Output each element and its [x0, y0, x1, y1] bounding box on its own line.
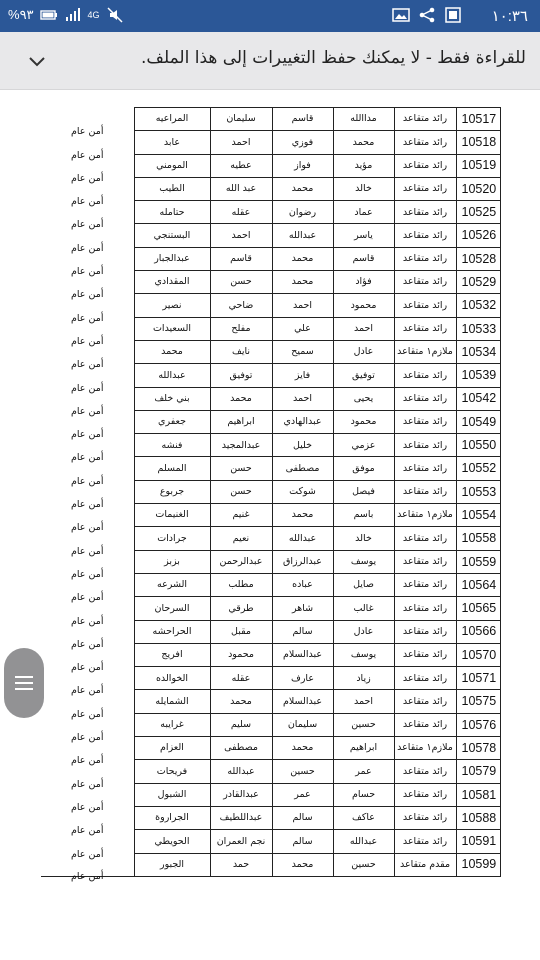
cell-dept: أمن عام	[41, 806, 134, 829]
cell-n2: عبدالرزاق	[272, 550, 333, 573]
image-icon	[392, 7, 410, 23]
cell-rank: رائد متقاعد	[394, 224, 456, 247]
cell-n1: مداالله	[333, 108, 394, 131]
cell-n3: حسن	[210, 457, 272, 480]
cell-id: 10529	[456, 271, 500, 294]
cell-dept: أمن عام	[41, 131, 134, 154]
table-row	[41, 387, 500, 410]
cell-rank: ملازم١ متقاعد	[394, 504, 456, 527]
cell-n1: موفق	[333, 457, 394, 480]
cell-id: 10549	[456, 410, 500, 433]
cell-dept: أمن عام	[41, 410, 134, 433]
cell-rank: رائد متقاعد	[394, 457, 456, 480]
cell-rank: رائد متقاعد	[394, 690, 456, 713]
cell-n4: البستنجي	[134, 224, 210, 247]
cell-id: 10539	[456, 364, 500, 387]
cell-n4: نصير	[134, 294, 210, 317]
cell-dept: أمن عام	[41, 271, 134, 294]
cell-n4: الشبول	[134, 783, 210, 806]
cell-n2: فايز	[272, 364, 333, 387]
cell-dept: أمن عام	[41, 154, 134, 177]
cell-n2: عبدالهادي	[272, 410, 333, 433]
status-right-icons	[392, 7, 462, 23]
cell-n3: مفلح	[210, 317, 272, 340]
cell-n2: شاهر	[272, 597, 333, 620]
cell-n1: عمر	[333, 760, 394, 783]
cell-dept: أمن عام	[41, 457, 134, 480]
cell-n4: جربوع	[134, 480, 210, 503]
cell-dept: أمن عام	[41, 224, 134, 247]
cell-n3: محمد	[210, 690, 272, 713]
cell-n1: يحيى	[333, 387, 394, 410]
cell-rank: رائد متقاعد	[394, 550, 456, 573]
table-row	[41, 643, 500, 666]
cell-dept: أمن عام	[41, 783, 134, 806]
cell-n4: الشرعه	[134, 573, 210, 596]
cell-n3: حسن	[210, 271, 272, 294]
cell-n2: عبدالله	[272, 224, 333, 247]
cell-rank: رائد متقاعد	[394, 294, 456, 317]
cell-id: 10552	[456, 457, 500, 480]
cell-n1: عادل	[333, 620, 394, 643]
cell-rank: رائد متقاعد	[394, 177, 456, 200]
cell-rank: ملازم١ متقاعد	[394, 737, 456, 760]
cell-n3: محمد	[210, 387, 272, 410]
cell-n4: فريحات	[134, 760, 210, 783]
cell-id: 10517	[456, 108, 500, 131]
cell-n1: عاكف	[333, 806, 394, 829]
cell-n3: مطلب	[210, 573, 272, 596]
cell-n2: سالم	[272, 806, 333, 829]
cell-n4: الحويطي	[134, 830, 210, 853]
cell-n1: محمود	[333, 410, 394, 433]
table-row	[41, 317, 500, 340]
cell-n4: المومني	[134, 154, 210, 177]
cell-n4: الشمايله	[134, 690, 210, 713]
cell-rank: رائد متقاعد	[394, 760, 456, 783]
cell-dept: أمن عام	[41, 480, 134, 503]
cell-rank: رائد متقاعد	[394, 527, 456, 550]
cell-rank: رائد متقاعد	[394, 434, 456, 457]
cell-n2: عمر	[272, 783, 333, 806]
cell-n1: ياسر	[333, 224, 394, 247]
cell-rank: رائد متقاعد	[394, 480, 456, 503]
cell-id: 10576	[456, 713, 500, 736]
cell-n3: عبدالمجيد	[210, 434, 272, 457]
cell-n2: شوكت	[272, 480, 333, 503]
cell-n3: سليم	[210, 713, 272, 736]
table-row	[41, 527, 500, 550]
table-row	[41, 783, 500, 806]
cell-n1: عزمي	[333, 434, 394, 457]
cell-n2: فواز	[272, 154, 333, 177]
cell-n4: السرحان	[134, 597, 210, 620]
cell-dept: أمن عام	[41, 247, 134, 270]
table-row	[41, 131, 500, 154]
cell-dept: أمن عام	[41, 317, 134, 340]
table-row	[41, 340, 500, 363]
cell-n4: جعفري	[134, 410, 210, 433]
table-row	[41, 737, 500, 760]
cell-dept: أمن عام	[41, 690, 134, 713]
cell-n4: الحراحشه	[134, 620, 210, 643]
cell-id: 10533	[456, 317, 500, 340]
table-row	[41, 434, 500, 457]
cell-n3: عقله	[210, 201, 272, 224]
cell-n2: عباده	[272, 573, 333, 596]
cell-rank: رائد متقاعد	[394, 643, 456, 666]
table-row	[41, 201, 500, 224]
cell-dept: أمن عام	[41, 527, 134, 550]
cell-id: 10526	[456, 224, 500, 247]
cell-n2: علي	[272, 317, 333, 340]
table-row	[41, 713, 500, 736]
cell-n3: محمود	[210, 643, 272, 666]
drag-handle-icon[interactable]	[4, 648, 44, 718]
cell-n4: الغنيمات	[134, 504, 210, 527]
cell-n1: حسين	[333, 713, 394, 736]
cell-rank: رائد متقاعد	[394, 317, 456, 340]
cell-n3: نايف	[210, 340, 272, 363]
table-row	[41, 830, 500, 853]
table-row	[41, 457, 500, 480]
cell-n2: رضوان	[272, 201, 333, 224]
cell-id: 10553	[456, 480, 500, 503]
cell-n1: احمد	[333, 690, 394, 713]
cell-n3: نجم العمران	[210, 830, 272, 853]
status-time: ١٠:٣٦	[491, 8, 528, 25]
cell-dept: أمن عام	[41, 573, 134, 596]
cell-dept: أمن عام	[41, 108, 134, 131]
cell-n1: يوسف	[333, 643, 394, 666]
personnel-table	[41, 107, 501, 883]
cell-n3: مصطفى	[210, 737, 272, 760]
cell-id: 10588	[456, 806, 500, 829]
cell-rank: رائد متقاعد	[394, 364, 456, 387]
cell-n4: المقدادي	[134, 271, 210, 294]
cell-dept: أمن عام	[41, 643, 134, 666]
cell-n3: مقبل	[210, 620, 272, 643]
cell-n1: عماد	[333, 201, 394, 224]
cell-dept: أمن عام	[41, 597, 134, 620]
table-row	[41, 806, 500, 829]
cell-dept: أمن عام	[41, 201, 134, 224]
cell-n4: المراعيه	[134, 108, 210, 131]
cell-n1: قاسم	[333, 247, 394, 270]
cell-n2: عبدالسلام	[272, 690, 333, 713]
cell-n2: سالم	[272, 620, 333, 643]
cell-id: 10520	[456, 177, 500, 200]
cell-id: 10525	[456, 201, 500, 224]
table-row	[41, 247, 500, 270]
status-left	[8, 7, 124, 23]
cell-n2: احمد	[272, 294, 333, 317]
cell-n3: عبداللطيف	[210, 806, 272, 829]
cell-n2: عبدالله	[272, 527, 333, 550]
cell-dept: أمن عام	[41, 177, 134, 200]
table-row	[41, 294, 500, 317]
cell-dept: أمن عام	[41, 434, 134, 457]
cell-n2: فوزي	[272, 131, 333, 154]
table-body	[41, 108, 500, 883]
cell-n4: الخوالده	[134, 667, 210, 690]
cell-rank: رائد متقاعد	[394, 201, 456, 224]
cell-n4: السعيدات	[134, 317, 210, 340]
cell-n1: يوسف	[333, 550, 394, 573]
cell-rank: رائد متقاعد	[394, 806, 456, 829]
cell-n3: عبدالرحمن	[210, 550, 272, 573]
cell-id: 10558	[456, 527, 500, 550]
cell-n3: عطيه	[210, 154, 272, 177]
cell-n4: فنشه	[134, 434, 210, 457]
cell-n1: فيصل	[333, 480, 394, 503]
cell-n1: غالب	[333, 597, 394, 620]
cell-id: 10575	[456, 690, 500, 713]
cell-n4: حتامله	[134, 201, 210, 224]
cell-id: 10571	[456, 667, 500, 690]
cell-n4: عبدالله	[134, 364, 210, 387]
table-row	[41, 504, 500, 527]
cell-n2: سالم	[272, 830, 333, 853]
cell-rank: رائد متقاعد	[394, 573, 456, 596]
cell-dept: أمن عام	[41, 550, 134, 573]
cell-id: 10591	[456, 830, 500, 853]
table-row	[41, 597, 500, 620]
cell-id: 10559	[456, 550, 500, 573]
cell-n2: محمد	[272, 853, 333, 876]
cell-n4: عبدالجبار	[134, 247, 210, 270]
cell-rank: رائد متقاعد	[394, 713, 456, 736]
cell-n3: توفيق	[210, 364, 272, 387]
cell-rank: رائد متقاعد	[394, 830, 456, 853]
table-row	[41, 108, 500, 131]
cell-n3: عبدالله	[210, 760, 272, 783]
cell-dept: أمن عام	[41, 760, 134, 783]
table-row	[41, 853, 500, 876]
table-row	[41, 550, 500, 573]
cell-dept: أمن عام	[41, 667, 134, 690]
cell-rank: رائد متقاعد	[394, 783, 456, 806]
table-row	[41, 177, 500, 200]
table-row	[41, 667, 500, 690]
cell-rank: رائد متقاعد	[394, 247, 456, 270]
cell-dept: أمن عام	[41, 294, 134, 317]
signal-icon	[64, 7, 82, 23]
cell-n1: محمود	[333, 294, 394, 317]
cell-n1: باسم	[333, 504, 394, 527]
cell-n3: عبد الله	[210, 177, 272, 200]
cell-rank: رائد متقاعد	[394, 271, 456, 294]
cell-n1: فؤاد	[333, 271, 394, 294]
cell-n3: عقله	[210, 667, 272, 690]
cell-n1: عادل	[333, 340, 394, 363]
cell-id: 10581	[456, 783, 500, 806]
status-bar	[0, 0, 540, 32]
cell-n2: محمد	[272, 271, 333, 294]
cell-dept: أمن عام	[41, 853, 134, 876]
chevron-down-icon[interactable]	[26, 50, 48, 72]
cell-rank: رائد متقاعد	[394, 387, 456, 410]
cell-n1: ابراهيم	[333, 737, 394, 760]
cell-n4: افريج	[134, 643, 210, 666]
cell-n1: توفيق	[333, 364, 394, 387]
cell-n3: ابراهيم	[210, 410, 272, 433]
cell-id: 10550	[456, 434, 500, 457]
cell-id: 10565	[456, 597, 500, 620]
cell-id: 10519	[456, 154, 500, 177]
cell-id: 10579	[456, 760, 500, 783]
cell-dept: أمن عام	[41, 713, 134, 736]
cell-n1: خالد	[333, 177, 394, 200]
cell-dept: أمن عام	[41, 504, 134, 527]
cell-id: 10554	[456, 504, 500, 527]
battery-percent: %٩٣	[8, 7, 34, 22]
cell-id: 10528	[456, 247, 500, 270]
cell-n4: بزبز	[134, 550, 210, 573]
cell-n2: محمد	[272, 737, 333, 760]
table-row	[41, 410, 500, 433]
cell-n2: قاسم	[272, 108, 333, 131]
cell-n3: احمد	[210, 224, 272, 247]
cell-n2: سليمان	[272, 713, 333, 736]
cell-n3: طرقي	[210, 597, 272, 620]
screenshot-icon	[444, 7, 462, 23]
table-row	[41, 480, 500, 503]
cell-n2: عارف	[272, 667, 333, 690]
battery-icon	[40, 7, 58, 23]
table-row	[41, 224, 500, 247]
cell-n2: حسين	[272, 760, 333, 783]
cell-rank: رائد متقاعد	[394, 667, 456, 690]
table-row	[41, 620, 500, 643]
cell-n4: غرايبه	[134, 713, 210, 736]
cell-dept: أمن عام	[41, 340, 134, 363]
cell-n4: المسلم	[134, 457, 210, 480]
cell-rank: رائد متقاعد	[394, 410, 456, 433]
cell-dept: أمن عام	[41, 364, 134, 387]
cell-id: 10566	[456, 620, 500, 643]
cell-n1: حسام	[333, 783, 394, 806]
cell-n3: عبدالقادر	[210, 783, 272, 806]
table-row	[41, 760, 500, 783]
cell-n3: احمد	[210, 131, 272, 154]
cell-n3: سليمان	[210, 108, 272, 131]
cell-n2: خليل	[272, 434, 333, 457]
read-only-banner	[0, 32, 540, 90]
document-view[interactable]	[0, 90, 540, 960]
mute-icon	[106, 7, 124, 23]
cell-n1: عبدالله	[333, 830, 394, 853]
cell-n3: قاسم	[210, 247, 272, 270]
cell-n2: سميح	[272, 340, 333, 363]
cell-id: 10542	[456, 387, 500, 410]
cell-n1: خالد	[333, 527, 394, 550]
cell-n4: جرادات	[134, 527, 210, 550]
read-only-message: للقراءة فقط - لا يمكنك حفظ التغييرات إلى هذا الملف.	[140, 48, 526, 68]
cell-n4: الجبور	[134, 853, 210, 876]
cell-id: 10599	[456, 853, 500, 876]
cell-n4: عابد	[134, 131, 210, 154]
cell-rank: رائد متقاعد	[394, 131, 456, 154]
cell-n2: احمد	[272, 387, 333, 410]
cell-n1: احمد	[333, 317, 394, 340]
cell-rank: رائد متقاعد	[394, 597, 456, 620]
cell-id: 10570	[456, 643, 500, 666]
cell-rank: رائد متقاعد	[394, 620, 456, 643]
cell-n1: محمد	[333, 131, 394, 154]
cell-dept: أمن عام	[41, 737, 134, 760]
cell-n3: حسن	[210, 480, 272, 503]
cell-rank: مقدم متقاعد	[394, 853, 456, 876]
cell-n4: العزام	[134, 737, 210, 760]
cell-n3: غنيم	[210, 504, 272, 527]
cell-n4: بني خلف	[134, 387, 210, 410]
cell-n1: زياد	[333, 667, 394, 690]
cell-n4: الطيب	[134, 177, 210, 200]
table-row	[41, 573, 500, 596]
cell-n3: ضاحي	[210, 294, 272, 317]
cell-rank: رائد متقاعد	[394, 108, 456, 131]
cell-n3: حمد	[210, 853, 272, 876]
cell-n2: عبدالسلام	[272, 643, 333, 666]
cell-n2: مصطفى	[272, 457, 333, 480]
share-icon	[418, 7, 436, 23]
cell-n2: محمد	[272, 247, 333, 270]
cell-id: 10532	[456, 294, 500, 317]
cell-id: 10578	[456, 737, 500, 760]
cell-id: 10534	[456, 340, 500, 363]
cell-n1: مؤيد	[333, 154, 394, 177]
cell-n4: الجراروة	[134, 806, 210, 829]
cell-n3: نعيم	[210, 527, 272, 550]
cell-dept: أمن عام	[41, 387, 134, 410]
cell-id: 10518	[456, 131, 500, 154]
cell-rank: رائد متقاعد	[394, 154, 456, 177]
network-4g-icon: 4G	[87, 10, 100, 20]
cell-n1: حسين	[333, 853, 394, 876]
cell-n2: محمد	[272, 177, 333, 200]
cell-n4: محمد	[134, 340, 210, 363]
table-row	[41, 271, 500, 294]
cell-id: 10564	[456, 573, 500, 596]
table-row	[41, 154, 500, 177]
cell-rank: ملازم١ متقاعد	[394, 340, 456, 363]
table-row	[41, 364, 500, 387]
cell-dept: أمن عام	[41, 620, 134, 643]
table-row	[41, 690, 500, 713]
cell-dept: أمن عام	[41, 830, 134, 853]
cell-n1: صايل	[333, 573, 394, 596]
cell-n2: محمد	[272, 504, 333, 527]
